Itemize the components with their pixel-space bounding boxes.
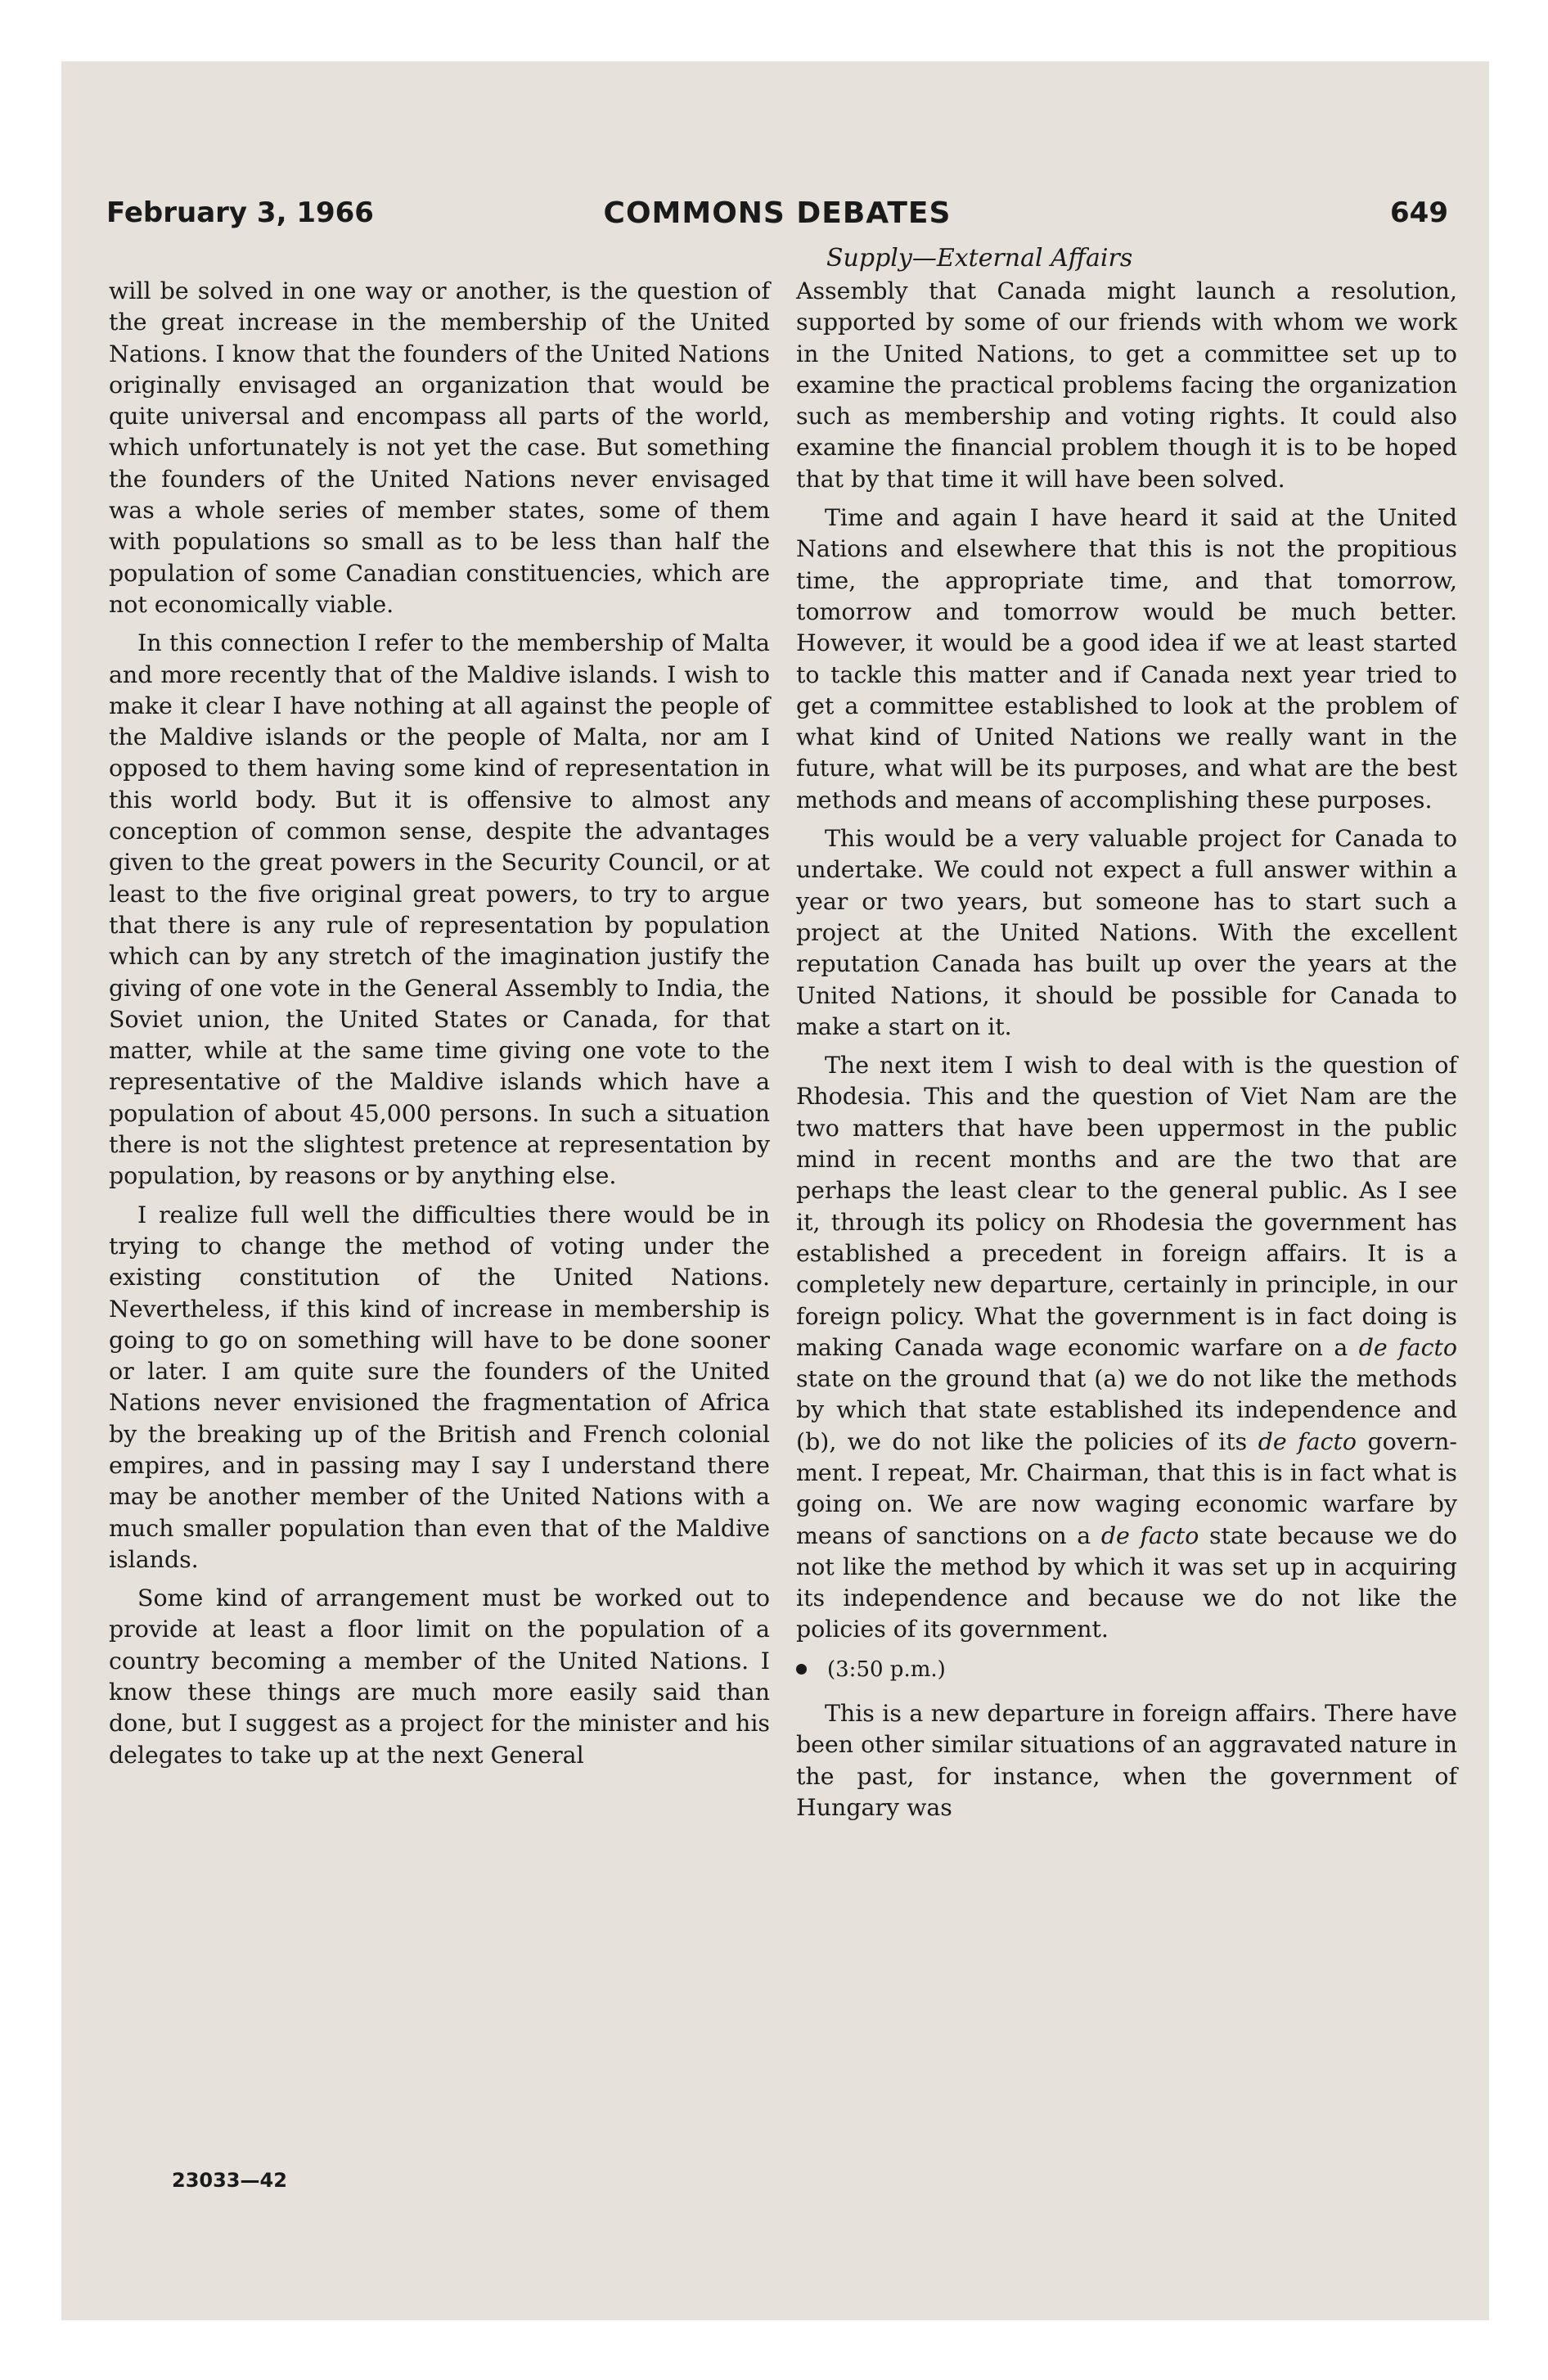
paragraph: This is a new departure in foreign affairs. There have been other similar situations of an aggravated nature in the past, for instance, when the government of Hungary was [796,1700,1457,1821]
text-run: government. I repeat, Mr. Chairman, that this is in fact what is going on. We are now waging economic warfare by means of sanctions on a [796,1427,1457,1549]
paragraph: Some kind of arrangement must be worked out to provide at least a floor limit on the population of a country becoming a member of the United Nations. I know these things are much more easily said than done, but I suggest as a project for the minister and his delegates to take up at the next General [109,1584,770,1769]
paragraph: will be solved in one way or another, is the question of the great increase in the membership of the United Nations. I know that the founders of the United Nations originally envisaged an organization that would be quite universal and encompass all parts of the world, which unfortunately is not yet the case. But something the founders of the United Nations never envisaged was a whole series of member states, some of them with populations so small as to be less than half the population of some Canadian constituencies, which are not economically viable. [109,277,770,618]
footer-code: 23033—42 [172,2169,287,2192]
page-header [106,196,1448,237]
page-number: 649 [1390,196,1448,229]
paragraph: Time and again I have heard it said at the United Nations and elsewhere that this is not the propitious time, the appropriate time, and that tomorrow, tomorrow and tomorrow would be much better. However, it would be a good idea if we at least started to tackle this matter and if Canada next year tried to get a committee established to look at the problem of what kind of United Nations we really want in the future, what will be its purposes, and what are the best methods and means of accomplishing these purposes. [796,504,1457,814]
bullet-icon [796,1664,807,1675]
section-subject: Supply—External Affairs [826,244,1133,273]
text-run: The next item I wish to deal with is the question of Rhodesia. This and the question of Viet Nam are the two matters that have been uppermost in the public mind in recent months and are the two that are perhaps the least clear to the general public. As I see it, through its policy on Rhodesia the government has established a precedent in foreign affairs. It is a completely new departure, certainly in principle, in our foreign policy. What the government is in fact doing is making Canada wage economic warfare on a [796,1052,1457,1361]
header-date: February 3, 1966 [106,196,374,229]
italic-term: de facto [1358,1333,1457,1361]
header-title: COMMONS DEBATES [603,196,952,230]
paragraph [796,1050,1457,1646]
text-run: state because we do not like the method by which it was set up in acquiring its independence and because we do not like the policies of its government. [796,1521,1457,1643]
right-column [796,276,1457,1831]
time-marker [796,1654,1457,1685]
paragraph: Assembly that Canada might launch a resolution, supported by some of our friends with whom we work in the United Nations, to get a committee set up to examine the practical problems facing the organization such as membership and voting rights. It could also examine the financial problem though it is to be hoped that by that time it will have been solved. [796,277,1457,493]
paragraph: In this connection I refer to the membership of Malta and more recently that of the Maldive islands. I wish to make it clear I have nothing at all against the people of the Maldive islands or the people of Malta, nor am I opposed to them having some kind of representation in this world body. But it is offensive to almost any conception of common sense, despite the advantages given to the great powers in the Security Council, or at least to the five original great powers, to try to argue that there is any rule of representation by population which can by any stretch of the imagination justify the giving of one vote in the General Assembly to India, the Soviet union, the United States or Canada, for that matter, while at the same time giving one vote to the representative of the Maldive islands which have a population of about 45,000 persons. In such a situation there is not the slightest pretence at representation by population, by reasons or by anything else. [109,629,770,1190]
left-column [109,276,770,1778]
paragraph: I realize full well the difficulties there would be in trying to change the method of voting under the existing constitution of the United Nations. Nevertheless, if this kind of increase in membership is going to go on something will have to be done sooner or later. I am quite sure the founders of the United Nations never envisioned the fragmentation of Africa by the breaking up of the British and French colonial empires, and in passing may I say I understand there may be another member of the United Nations with a much smaller population than even that of the Maldive islands. [109,1201,770,1573]
time-marker-text: (3:50 p.m.) [827,1657,946,1682]
italic-term: de facto [1100,1521,1199,1549]
italic-term: de facto [1258,1427,1357,1455]
paragraph: This would be a very valuable project for Canada to undertake. We could not expect a full answer within a year or two years, but someone has to start such a project at the United Nations. With the excellent reputation Canada has built up over the years at the United Nations, it should be possible for Canada to make a start on it. [796,825,1457,1040]
text-run: state on the ground that (a) we do not like the methods by which that state established its independence and (b), we do not like the policies of its [796,1365,1457,1455]
